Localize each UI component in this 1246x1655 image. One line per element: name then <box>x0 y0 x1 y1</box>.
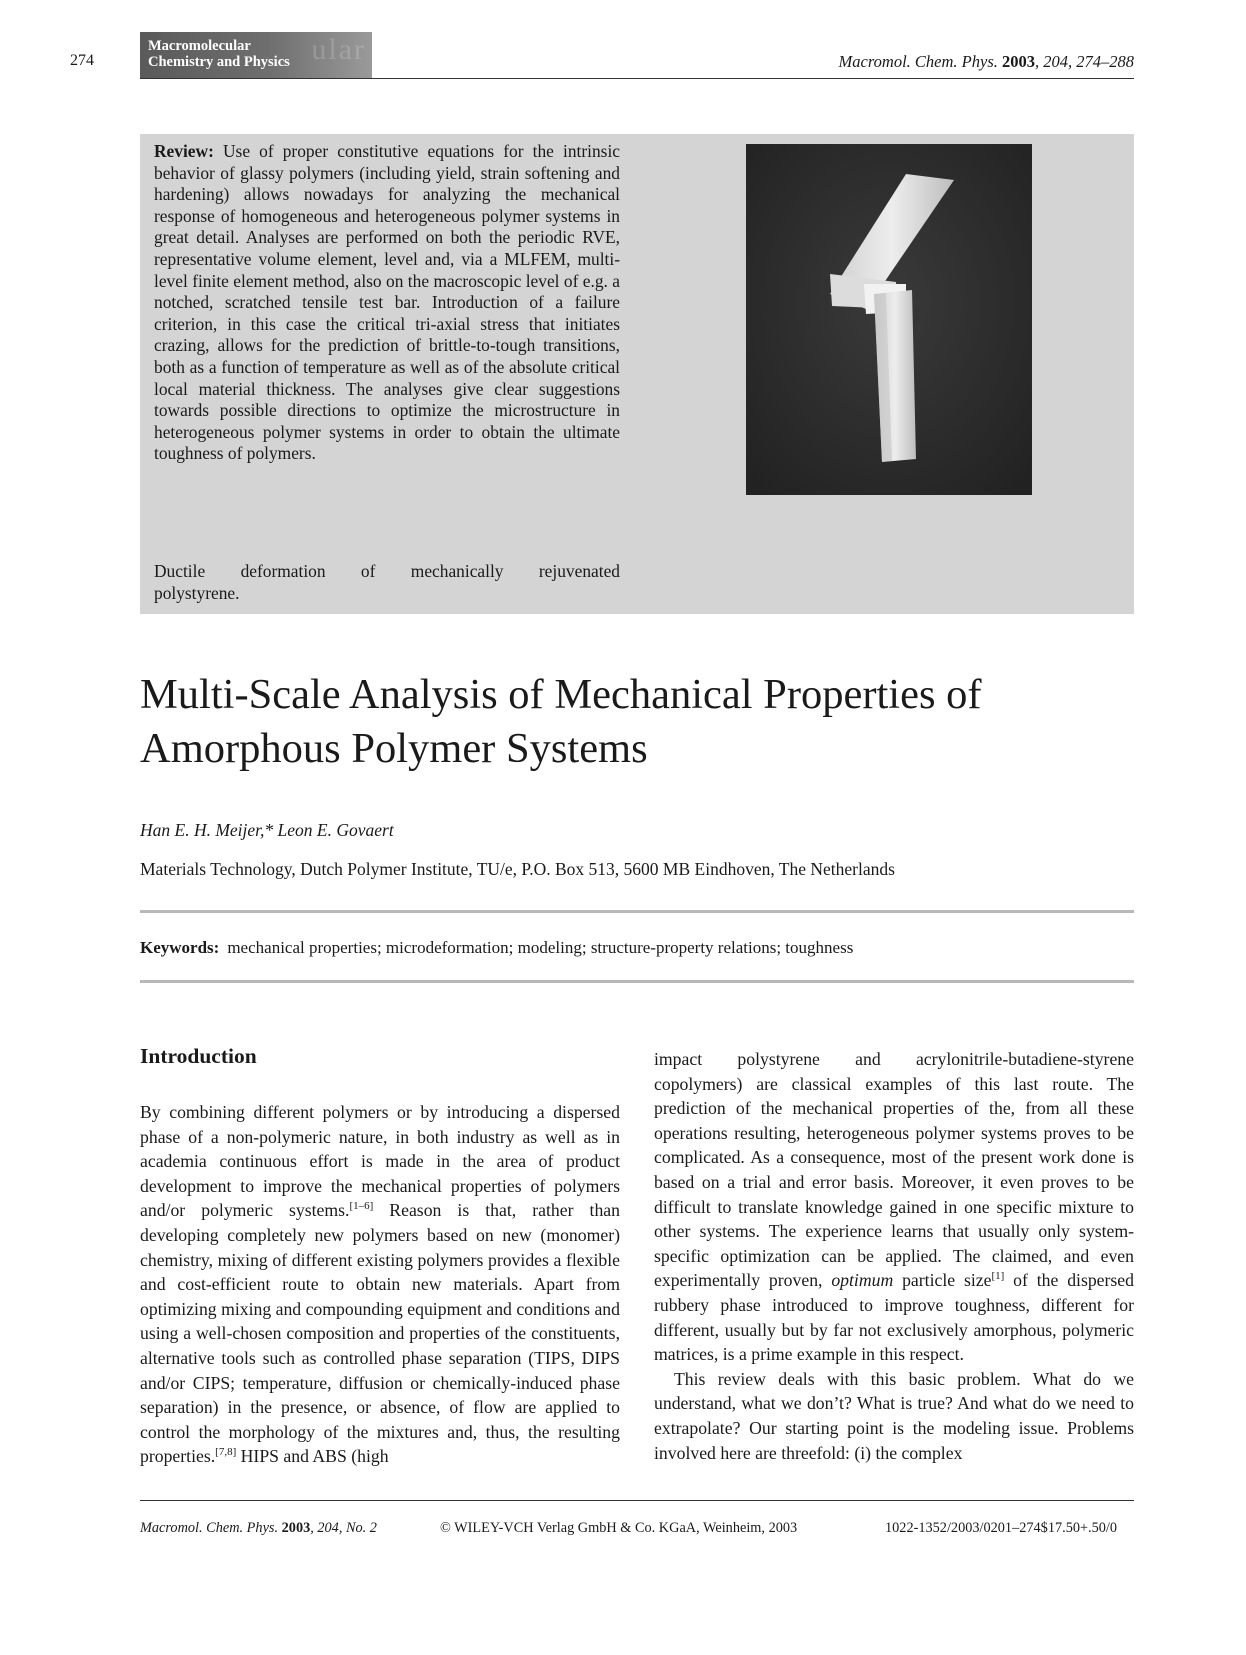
review-abstract: Review: Use of proper constitutive equations for the intrinsic behavior of glassy polymers (including yield, strain softening and hardening) allows nowadays for analyzing the mechanical response of homogeneous and heterogeneous polymer systems in great detail. Analyses are performed on both the periodic RVE, representative volume element, level and, via a MLFEM, multi-level finite element method, also on the macroscopic level of e.g. a notched, scratched tensile test bar. Introduction of a failure criterion, in this case the critical tri-axial stress that initiates crazing, allows for the prediction of brittle-to-tough transitions, both as a function of temperature as well as of the absolute critical local material thickness. The analyses give clear suggestions towards possible directions to optimize the microstructure in heterogeneous polymer systems in order to obtain the ultimate toughness of polymers. <box>154 141 620 464</box>
journal-logo: ular Macromolecular Chemistry and Physics <box>140 32 372 78</box>
footer-code: 1022-1352/2003/0201–274$17.50+.50/0 <box>885 1520 1118 1536</box>
logo-line-1: Macromolecular <box>148 38 251 54</box>
review-label: Review: <box>154 141 214 161</box>
footer-copyright: © WILEY-VCH Verlag GmbH & Co. KGaA, Weinheim, 2003 <box>440 1520 798 1536</box>
keywords: Keywords: mechanical properties; microdeformation; modeling; structure-property relations; toughness <box>140 938 854 957</box>
citation: [1–6] <box>349 1200 374 1213</box>
footer-citation: Macromol. Chem. Phys. 2003, 204, No. 2 <box>140 1520 377 1536</box>
footer-rule <box>140 1500 1134 1501</box>
affiliation: Materials Technology, Dutch Polymer Institute, TU/e, P.O. Box 513, 5600 MB Eindhoven, The Netherlands <box>140 859 895 879</box>
deformed-sample-image <box>746 144 1032 495</box>
header-rule <box>140 78 1134 79</box>
authors: Han E. H. Meijer,* Leon E. Govaert <box>140 820 394 840</box>
keywords-bottom-rule <box>140 980 1134 983</box>
running-head: Macromol. Chem. Phys. 2003, 204, 274–288 <box>838 52 1134 71</box>
body-column-right: impact polystyrene and acrylonitrile-butadiene-styrene copolymers) are classical examples of this last route. The prediction of the mechanical properties of the, from all these operations resulting, heterogeneous polymer systems proves to be complicated. As a consequence, most of the present work done is based on a trial and error basis. Moreover, it even proves to be difficult to translate knowledge gained in one specific mixture to other systems. The experience learns that usually only system-specific optimization can be applied. The claimed, and even experimentally proven, optimum particle size[1] of the dispersed rubbery phase introduced to improve toughness, different for different, usually but by far not exclusively amorphous, polymeric matrices, is a prime example in this respect. This review deals with this basic problem. What do we understand, what we don’t? What is true? And what do we need to extrapolate? Our starting point is the modeling issue. Problems involved here are threefold: (i) the complex <box>654 1047 1134 1465</box>
section-heading-introduction: Introduction <box>140 1044 257 1068</box>
logo-line-2: Chemistry and Physics <box>148 54 290 70</box>
citation: [7,8] <box>215 1446 237 1459</box>
keywords-top-rule <box>140 910 1134 913</box>
paragraph: This review deals with this basic problem. What do we understand, what we don’t? What is true? And what do we need to extrapolate? Our starting point is the modeling issue. Problems involved here are threefold: (i) the complex <box>654 1368 1134 1463</box>
citation: [1] <box>991 1270 1005 1283</box>
article-title: Multi-Scale Analysis of Mechanical Properties of Amorphous Polymer Systems <box>140 671 982 772</box>
polystyrene-photo <box>746 144 1032 495</box>
figure-caption: Ductile deformation of mechanically rejuvenated polystyrene. <box>154 561 620 603</box>
page-number: 274 <box>70 52 94 69</box>
body-column-left: By combining different polymers or by introducing a dispersed phase of a non-polymeric nature, in both industry as well as in academia continuous effort is made in the area of product development to improve the mechanical properties of polymers and/or polymeric systems.[1–6] Reason is that, rather than developing completely new polymers based on new (monomer) chemistry, mixing of different existing polymers provides a flexible and cost-efficient route to obtain new materials. Apart from optimizing mixing and compounding equipment and conditions and using a well-chosen composition and properties of the constituents, alternative tools such as controlled phase separation (TIPS, DIPS and/or CIPS; temperature, diffusion or chemically-induced phase separation) in the presence, or absence, of flow are applied to control the morphology of the mixtures and, thus, the resulting properties.[7,8] HIPS and ABS (high <box>140 1102 620 1467</box>
